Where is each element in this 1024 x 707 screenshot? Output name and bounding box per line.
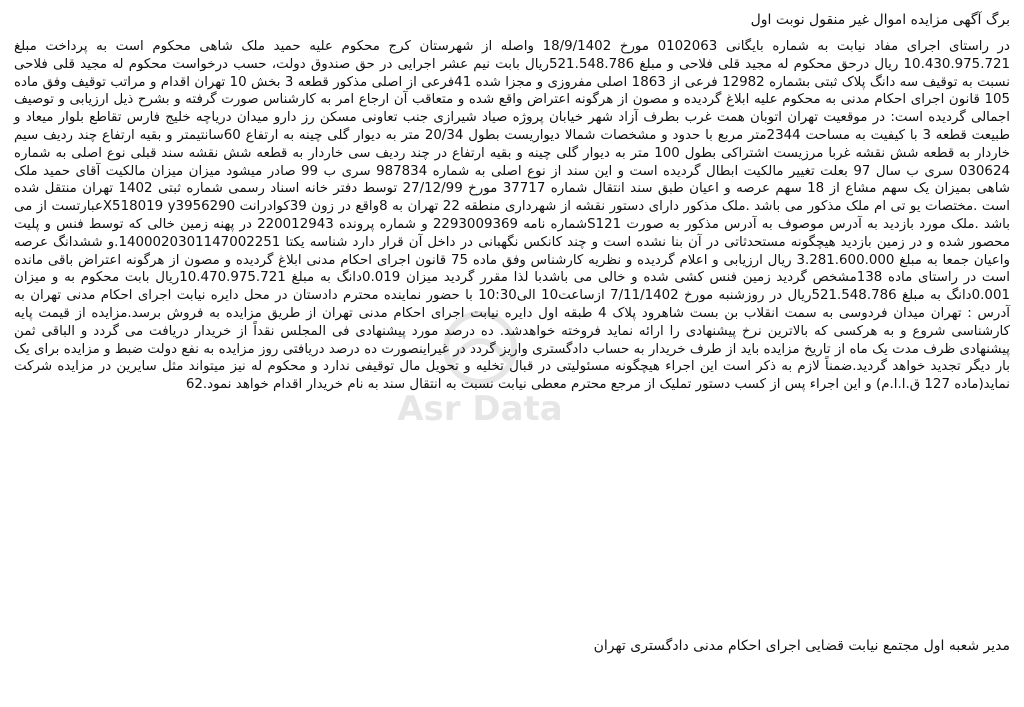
notice-signature: مدیر شعبه اول مجتمع نیابت قضایی اجرای احکام مدنی دادگستری تهران [593,638,1010,654]
notice-title: برگ آگهی مزایده اموال غیر منقول نوبت اول [750,12,1010,28]
notice-body: در راستای اجرای مفاد نیابت به شماره بایگانی 0102063 مورخ 18/9/1402 واصله از شهرستان کرج محکوم علیه حمید ملک شاهی محکوم است به پرداخت مبلغ 10.430.975.721 ریال درحق محکوم له مجید قلی فلاحی و مبلغ 521.548.786ریال بابت نیم عشر اجرایی در حق صندوق دولت، حسب درخواست محکوم له مجید قلی فلاحی نسبت به توقیف سه دانگ پلاک ثبتی بشماره 12982 فرعی از 1863 اصلی مفروزی و مجزا شده 41فرعی از اصلی مذکور قطعه 3 بخش 10 تهران اقدام و مراتب توقیف وفق ماده 105 قانون اجرای احکام مدنی به محکوم علیه ابلاغ گردیده و مصون از هرگونه اعتراض واقع شده و متعاقب آن ارجاع امر به کارشناس صورت گرفته و بشرح ذیل ارزیابی و توصیف اجمالی گردیده است: در موقعیت تهران اتوبان همت غرب بطرف آزاد شهر خیابان پروژه صیاد شیرازی جنب تعاونی مسکن رز دارو میدان دریاچه خلیج فارس تقاطع بلوار میعاد و طبیعت قطعه 3 با کیفیت به مساحت 2344متر مربع با حدود و مشخصات شمالا دیواریست بطول 20/34 متر به دیوار گلی چینه به ارتفاع 60سانتیمتر و بقیه ارتفاع چند ردیف سیم خاردار به قطعه شش نقشه غربا مرزیست اشتراکی بطول 100 متر به دیوار گلی چینه و بقیه ارتفاع در چند ردیف سی خاردار به قطعه شش نقشه سند قبلی نوع اصلی به شماره 030624 سری ب سال 97 بعلت تغییر مالکیت ابطال گردیده است و این سند از نوع اصلی به شماره 987834 سری ب 99 صادر میشود میزان میزان مالکیت آقای حمید ملک شاهی بمیزان یک سهم مشاع از 18 سهم عرصه و اعیان طبق سند انتقال شماره 37717 مورخ 27/12/99 توسط دفتر خانه اسناد رسمی شماره ثبتی 1402 تهران منتقل شده است .مختصات یو تی ام ملک مذکور می باشد .ملک مذکور دارای دستور نقشه از شهرداری منطقه 22 تهران به 8واقع در زون 39کوادرانت X518019 y3956290عبارتست از می باشد .ملک مورد بازدید به آدرس موصوف به آدرس مذکور به صورت S121شماره نامه 2293009369 و شماره پرونده 220012943 در پهنه زمین خالی که توسط فنس و پلیت محصور شده و در زمین بازدید هیچگونه مستحدثاتی در آن بنا نشده است و چند کانکس نگهبانی در داخل آن قرار دارد شناسه یکتا 1400020301147002251.و ششدانگ عرصه واعیان جمعا به مبلغ 3.281.600.000 ریال ارزیابی و اعلام گردیده و نظریه کارشناس وفق ماده 75 قانون اجرای احکام مدنی ابلاغ گردیده و مصون از هرگونه اعتراض باقی مانده است در راستای ماده 138مشخص گردید زمین فنس کشی شده و خالی می باشدبا لذا مقرر گردید میزان 0.019دانگ به مبلغ 10.470.975.721ریال بابت محکوم به و میزان 0.001دانگ به مبلغ 521.548.786ریال در روزشنبه مورخ 7/11/1402 ازساعت10 الی10:30 با حضور نماینده محترم دادستان در محل دایره نیابت اجرای احکام مدنی تهران به آدرس : تهران میدان فردوسی به سمت انقلاب بن بست شاهرود پلاک 4 طبقه اول دایره نیابت اجرای احکام مدنی تهران از طریق مزایده به فروش برسد.مزایده از قیمت پایه کارشناسی شروع و به هرکسی که بالاترین نرخ پیشنهادی را ارائه نماید فروخته خواهدشد. ده درصد مورد پیشنهادی فی المجلس نقداً از خریدار دریافت می گردد و الباقی ثمن پیشنهادی ظرف مدت یک ماه از تاریخ مزایده باید از طرف خریدار به حساب دادگستری واریز گردد در غیراینصورت ده درصد دریافتی روز مزایده به نفع دولت ضبط و مزایده برای یک بار دیگر تجدید خواهد گردید.ضمناً لازم به ذکر است این اجراء هیچگونه مسئولیتی در قبال تخلیه و تحویل مال توقیفی ندارد و محکوم له نیز میتواند مثل سایرین در مزایده شرکت نماید(ماده 127 ق.ا.ا.م) و این اجراء پس از کسب دستور تملیک از مرجع محترم معطی نیابت نسبت به انتقال سند به نام خریدار اقدام خواهد نمود.62 [14,39,1011,393]
watermark-text: Asr Data [397,389,563,429]
